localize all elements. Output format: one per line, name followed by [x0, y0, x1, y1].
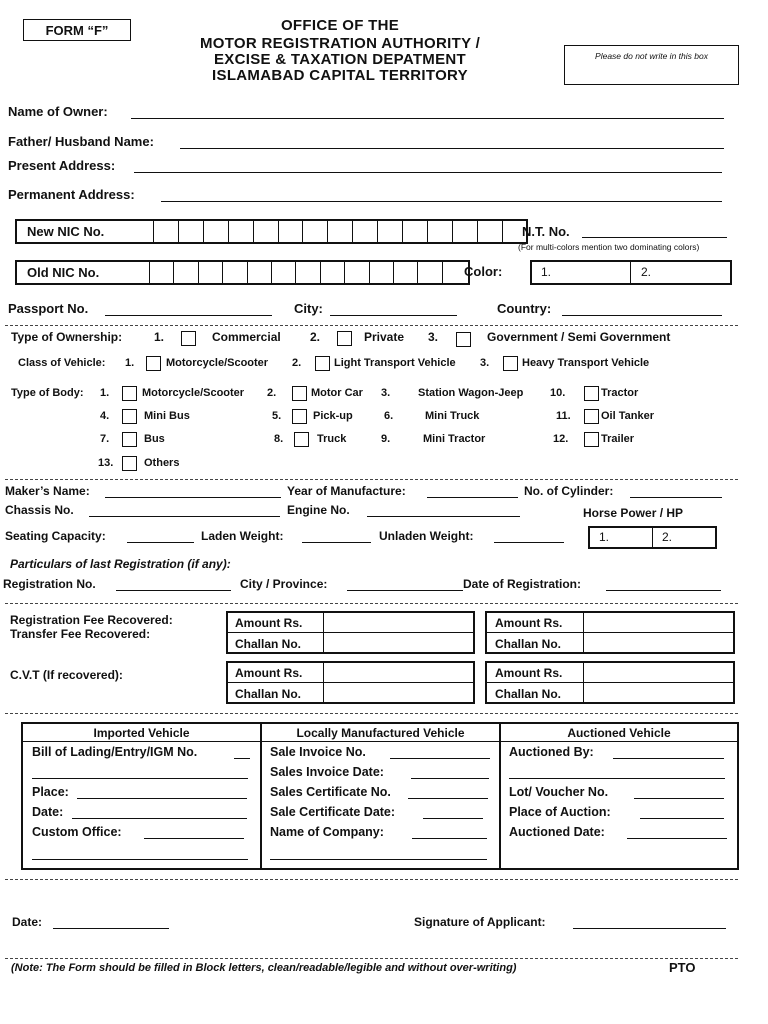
vehicle-class-label: Class of Vehicle: [18, 357, 106, 369]
new-nic-digit-cell[interactable] [352, 221, 377, 242]
title-line-3: EXCISE & TAXATION DEPATMENT [214, 51, 466, 68]
owner-name-label: Name of Owner: [8, 104, 108, 119]
seating-label: Seating Capacity: [5, 529, 106, 543]
class-heavy-transport-checkbox[interactable] [503, 356, 518, 371]
divider-3 [5, 603, 738, 604]
body-num-6: 6. [384, 410, 394, 422]
old-nic-digit-cell[interactable] [247, 262, 271, 283]
color-label: Color: [464, 264, 503, 279]
last-registration-heading: Particulars of last Registration (if any): [10, 557, 231, 571]
sales-invoice-date-label: Sales Invoice Date: [270, 765, 384, 779]
old-nic-digit-cell[interactable] [417, 262, 441, 283]
body-type-label: Type of Body: [11, 387, 84, 399]
divider-4 [5, 713, 738, 714]
registration-amount-label: Amount Rs. [235, 616, 303, 630]
import-date-field[interactable] [72, 818, 247, 819]
imported-vehicle-header: Imported Vehicle [93, 726, 190, 740]
father-name-label: Father/ Husband Name: [8, 134, 154, 149]
cylinder-field[interactable] [630, 497, 722, 498]
company-name-field[interactable] [412, 838, 487, 839]
chassis-label: Chassis No. [5, 503, 74, 517]
bill-of-lading-field-2[interactable] [32, 778, 248, 779]
class-motorcycle-checkbox[interactable] [146, 356, 161, 371]
table-col-divider-1 [260, 724, 262, 868]
body-num-2: 2. [267, 387, 277, 399]
auctioned-by-field-2[interactable] [509, 778, 725, 779]
old-nic-digit-cell[interactable] [369, 262, 393, 283]
ownership-num-1: 1. [154, 330, 165, 344]
sales-certificate-no-label: Sales Certificate No. [270, 785, 391, 799]
old-nic-digit-cell[interactable] [149, 262, 173, 283]
cvt-label: C.V.T (If recovered): [10, 668, 123, 682]
transfer-amount-label: Amount Rs. [495, 616, 563, 630]
old-nic-digit-cell[interactable] [344, 262, 368, 283]
body-num-10: 10. [550, 387, 566, 399]
custom-office-field[interactable] [144, 838, 244, 839]
ownership-government-checkbox[interactable] [456, 332, 471, 347]
body-oil-tanker-checkbox[interactable] [584, 409, 599, 424]
body-trailer-checkbox[interactable] [584, 432, 599, 447]
body-bus-checkbox[interactable] [122, 432, 137, 447]
registration-fee-label: Registration Fee Recovered: [10, 613, 173, 627]
body-num-4: 4. [100, 410, 110, 422]
body-tractor-checkbox[interactable] [584, 386, 599, 401]
body-pickup-checkbox[interactable] [292, 409, 307, 424]
city-field[interactable] [330, 315, 457, 316]
permanent-address-label: Permanent Address: [8, 187, 135, 202]
footer-date-field[interactable] [53, 928, 169, 929]
ownership-num-2: 2. [310, 330, 321, 344]
pto-label: PTO [669, 960, 696, 975]
body-pickup-label: Pick-up [313, 410, 353, 422]
sale-invoice-no-field[interactable] [390, 758, 490, 759]
horse-power-divider [652, 528, 653, 547]
passport-field[interactable] [105, 315, 272, 316]
place-field[interactable] [77, 798, 247, 799]
new-nic-digit-cell[interactable] [477, 221, 502, 242]
body-num-1: 1. [100, 387, 110, 399]
old-nic-digit-cell[interactable] [198, 262, 222, 283]
registration-date-field[interactable] [606, 590, 721, 591]
sale-certificate-date-label: Sale Certificate Date: [270, 805, 396, 819]
place-of-auction-label: Place of Auction: [509, 805, 611, 819]
old-nic-label: Old NIC No. [27, 265, 100, 280]
body-num-3: 3. [381, 387, 391, 399]
horse-power-slot-1[interactable]: 1. [599, 530, 610, 544]
title-line-1: OFFICE OF THE [280, 17, 400, 34]
new-nic-digit-cell[interactable] [377, 221, 402, 242]
color-box-divider [630, 262, 631, 283]
ownership-private-checkbox[interactable] [337, 331, 352, 346]
title-line-2: MOTOR REGISTRATION AUTHORITY / [199, 35, 481, 52]
cvt-challan-field-2[interactable] [585, 683, 733, 702]
body-num-13: 13. [98, 457, 114, 469]
auctioned-by-field[interactable] [613, 758, 724, 759]
transfer-fee-label: Transfer Fee Recovered: [10, 627, 151, 641]
local-vehicle-header: Locally Manufactured Vehicle [296, 726, 465, 740]
office-use-note: Please do not write in this box [595, 51, 708, 61]
unladen-label: Unladen Weight: [379, 529, 474, 543]
custom-office-field-2[interactable] [32, 859, 248, 860]
new-nic-digit-cell[interactable] [327, 221, 352, 242]
engine-label: Engine No. [287, 503, 350, 517]
lot-voucher-field[interactable] [634, 798, 724, 799]
body-num-7: 7. [100, 433, 110, 445]
sales-invoice-date-field[interactable] [411, 778, 489, 779]
auctioned-vehicle-header: Auctioned Vehicle [567, 726, 671, 740]
fee-box-column [323, 613, 324, 652]
auctioned-date-field[interactable] [627, 838, 727, 839]
sale-certificate-date-field[interactable] [423, 818, 483, 819]
old-nic-digit-cell[interactable] [173, 262, 197, 283]
seating-field[interactable] [127, 542, 194, 543]
date-label: Date: [32, 805, 64, 819]
new-nic-digit-cell[interactable] [153, 221, 178, 242]
transfer-challan-field[interactable] [585, 633, 733, 652]
bill-of-lading-label: Bill of Lading/Entry/IGM No. [32, 745, 198, 759]
footer-note: (Note: The Form should be filled in Block letters, clean/readable/legible and without over-writing) [11, 962, 517, 974]
old-nic-digit-cell[interactable] [295, 262, 319, 283]
new-nic-digit-cell[interactable] [178, 221, 203, 242]
custom-office-label: Custom Office: [32, 825, 122, 839]
maker-field[interactable] [105, 497, 281, 498]
body-num-8: 8. [274, 433, 284, 445]
sales-certificate-no-field[interactable] [408, 798, 488, 799]
class-light-transport-checkbox[interactable] [315, 356, 330, 371]
body-trailer-label: Trailer [601, 433, 635, 445]
body-bus-label: Bus [144, 433, 165, 445]
signature-label: Signature of Applicant: [414, 915, 546, 929]
city-label: City: [294, 301, 323, 316]
vehicle-class-num-2: 2. [292, 357, 302, 369]
old-nic-digit-cell[interactable] [442, 262, 466, 283]
class-heavy-transport-label: Heavy Transport Vehicle [522, 357, 650, 369]
body-motorcycle-checkbox[interactable] [122, 386, 137, 401]
body-tractor-label: Tractor [601, 387, 639, 399]
body-mini-tractor-label: Mini Tractor [423, 433, 486, 445]
laden-label: Laden Weight: [201, 529, 284, 543]
registration-amount-field[interactable] [325, 613, 473, 632]
registration-no-field[interactable] [116, 590, 231, 591]
cvt-challan-field-1[interactable] [325, 683, 473, 702]
form-label: FORM “F” [45, 23, 109, 38]
country-label: Country: [497, 301, 552, 316]
divider-1 [5, 325, 738, 326]
cylinder-label: No. of Cylinder: [524, 484, 614, 498]
fee-box-column [323, 663, 324, 702]
cvt-amount-label-2: Amount Rs. [495, 666, 563, 680]
transfer-amount-field[interactable] [585, 613, 733, 632]
auctioned-by-label: Auctioned By: [509, 745, 594, 759]
cvt-challan-label-2: Challan No. [495, 687, 562, 701]
body-motor-car-label: Motor Car [311, 387, 363, 399]
old-nic-digit-cell[interactable] [222, 262, 246, 283]
body-oil-tanker-label: Oil Tanker [601, 410, 654, 422]
ownership-government-label: Government / Semi Government [487, 330, 671, 344]
footer-date-label: Date: [12, 915, 43, 929]
ownership-commercial-checkbox[interactable] [181, 331, 196, 346]
bill-of-lading-field[interactable] [234, 758, 250, 759]
lot-voucher-label: Lot/ Voucher No. [509, 785, 609, 799]
city-province-field[interactable] [347, 590, 463, 591]
new-nic-digit-cell[interactable] [278, 221, 303, 242]
registration-challan-label: Challan No. [235, 637, 302, 651]
body-station-wagon-label: Station Wagon-Jeep [418, 387, 524, 399]
permanent-address-field[interactable] [161, 201, 722, 202]
table-header-divider [23, 741, 737, 742]
divider-5 [5, 879, 738, 880]
new-nic-digit-cell[interactable] [402, 221, 427, 242]
signature-field[interactable] [573, 928, 726, 929]
body-truck-label: Truck [317, 433, 347, 445]
vehicle-class-num-1: 1. [125, 357, 135, 369]
new-nic-digit-cell[interactable] [452, 221, 477, 242]
present-address-field[interactable] [134, 172, 722, 173]
new-nic-digit-cell[interactable] [253, 221, 278, 242]
place-of-auction-field[interactable] [640, 818, 724, 819]
new-nic-digit-cell[interactable] [302, 221, 327, 242]
color-box [530, 260, 732, 285]
chassis-field[interactable] [89, 516, 280, 517]
ownership-private-label: Private [364, 330, 405, 344]
company-name-field-2[interactable] [270, 859, 487, 860]
present-address-label: Present Address: [8, 158, 116, 173]
new-nic-digit-cell[interactable] [203, 221, 228, 242]
table-col-divider-2 [499, 724, 501, 868]
year-field[interactable] [427, 497, 518, 498]
horse-power-label: Horse Power / HP [583, 506, 684, 520]
engine-field[interactable] [367, 516, 520, 517]
color-slot-1[interactable]: 1. [541, 265, 552, 279]
horse-power-slot-2[interactable]: 2. [662, 530, 673, 544]
country-field[interactable] [562, 315, 722, 316]
passport-label: Passport No. [8, 301, 89, 316]
color-slot-2[interactable]: 2. [641, 265, 652, 279]
transfer-challan-label: Challan No. [495, 637, 562, 651]
sale-invoice-no-label: Sale Invoice No. [270, 745, 366, 759]
old-nic-digit-cell[interactable] [271, 262, 295, 283]
cvt-challan-label-1: Challan No. [235, 687, 302, 701]
body-num-9: 9. [381, 433, 391, 445]
nt-number-label: N.T. No. [522, 224, 570, 239]
unladen-field[interactable] [494, 542, 564, 543]
fee-box-column [583, 613, 584, 652]
new-nic-digit-cell[interactable] [228, 221, 253, 242]
registration-no-label: Registration No. [3, 577, 96, 591]
body-num-5: 5. [272, 410, 282, 422]
body-motor-car-checkbox[interactable] [292, 386, 307, 401]
cvt-amount-field-2[interactable] [585, 663, 733, 682]
body-truck-checkbox[interactable] [294, 432, 309, 447]
cvt-amount-field-1[interactable] [325, 663, 473, 682]
divider-6 [5, 958, 738, 959]
registration-date-label: Date of Registration: [463, 577, 582, 591]
auctioned-date-label: Auctioned Date: [509, 825, 605, 839]
class-light-transport-label: Light Transport Vehicle [334, 357, 456, 369]
new-nic-digit-cell[interactable] [427, 221, 452, 242]
nt-number-field[interactable] [582, 237, 727, 238]
ownership-commercial-label: Commercial [212, 330, 281, 344]
registration-challan-field[interactable] [325, 633, 473, 652]
title-line-4: ISLAMABAD CAPITAL TERRITORY [212, 67, 468, 84]
vehicle-class-num-3: 3. [480, 357, 490, 369]
old-nic-digit-cell[interactable] [393, 262, 417, 283]
maker-label: Maker’s Name: [5, 484, 90, 498]
laden-field[interactable] [302, 542, 371, 543]
place-label: Place: [32, 785, 69, 799]
body-num-12: 12. [553, 433, 569, 445]
class-motorcycle-label: Motorcycle/Scooter [166, 357, 269, 369]
body-others-label: Others [144, 457, 180, 469]
father-name-field[interactable] [180, 148, 724, 149]
body-motorcycle-label: Motorcycle/Scooter [142, 387, 245, 399]
ownership-label: Type of Ownership: [11, 330, 123, 344]
year-label: Year of Manufacture: [287, 484, 406, 498]
cvt-amount-label-1: Amount Rs. [235, 666, 303, 680]
fee-box-column [583, 663, 584, 702]
body-num-11: 11. [556, 410, 571, 422]
body-mini-truck-label: Mini Truck [425, 410, 480, 422]
body-mini-bus-checkbox[interactable] [122, 409, 137, 424]
body-others-checkbox[interactable] [122, 456, 137, 471]
body-mini-bus-label: Mini Bus [144, 410, 190, 422]
ownership-num-3: 3. [428, 330, 439, 344]
owner-name-field[interactable] [131, 118, 724, 119]
color-note: (For multi-colors mention two dominating colors) [518, 242, 700, 252]
new-nic-label: New NIC No. [27, 224, 105, 239]
city-province-label: City / Province: [240, 577, 328, 591]
company-name-label: Name of Company: [270, 825, 384, 839]
divider-2 [5, 479, 738, 480]
old-nic-digit-cell[interactable] [320, 262, 344, 283]
